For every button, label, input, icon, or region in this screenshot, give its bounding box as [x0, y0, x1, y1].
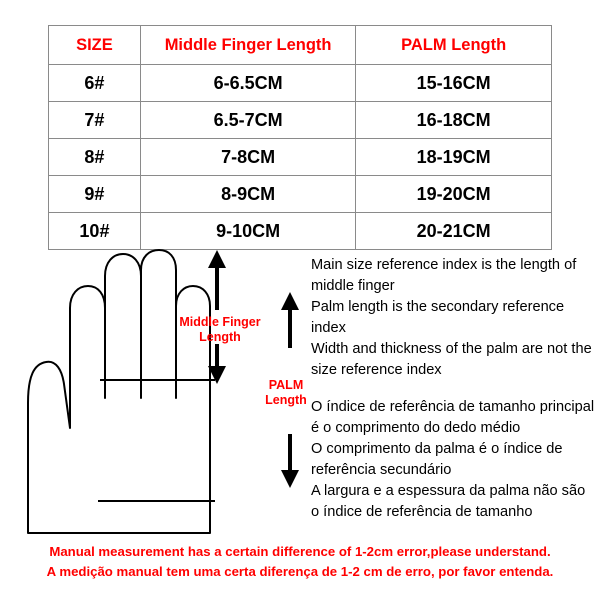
size-table-body	[49, 65, 552, 250]
table-row	[49, 139, 552, 176]
measurement-disclaimer	[0, 542, 600, 582]
hand-shape	[28, 250, 210, 533]
cell-palm-length: 19-20CM	[356, 176, 552, 213]
palm-label-line1: PALM	[268, 378, 304, 392]
cell-middle-finger-length: 9-10CM	[140, 213, 355, 250]
cell-middle-finger-length: 8-9CM	[140, 176, 355, 213]
middle-finger-length-label	[166, 315, 274, 345]
note-en-1: Main size reference index is the length of middle finger	[311, 257, 577, 294]
disclaimer-line-pt: A medição manual tem uma certa diferença de 1-2 cm de erro, por favor entenda.	[46, 564, 554, 579]
table-row	[49, 65, 552, 102]
cell-size: 8#	[49, 139, 141, 176]
table-header-row	[49, 26, 552, 65]
note-pt-2: O comprimento da palma é o índice de referência secundário	[311, 441, 563, 478]
column-header-middle-finger-length: Middle Finger Length	[140, 26, 355, 65]
cell-palm-length: 16-18CM	[356, 102, 552, 139]
note-pt-3: A largura e a espessura da palma não são o índice de referência de tamanho	[311, 483, 586, 520]
cell-palm-length: 15-16CM	[356, 65, 552, 102]
palm-length-label	[252, 378, 320, 408]
column-header-palm-length: PALM Length	[356, 26, 552, 65]
middle-finger-label-line2: Length	[199, 330, 241, 344]
palm-label-line2: Length	[265, 393, 307, 407]
middle-finger-arrow-up	[208, 250, 226, 310]
cell-size: 7#	[49, 102, 141, 139]
cell-size: 9#	[49, 176, 141, 213]
note-en-2: Palm length is the secondary reference index	[311, 299, 565, 336]
size-table-head	[49, 26, 552, 65]
cell-middle-finger-length: 7-8CM	[140, 139, 355, 176]
note-pt-1: O índice de referência de tamanho principal é o comprimento do dedo médio	[311, 399, 595, 436]
cell-size: 6#	[49, 65, 141, 102]
table-row	[49, 176, 552, 213]
palm-arrow-down	[281, 434, 299, 488]
table-row	[49, 213, 552, 250]
reference-notes	[311, 255, 595, 523]
size-table-container	[48, 25, 552, 250]
table-row	[49, 102, 552, 139]
palm-arrow-up	[281, 292, 299, 348]
column-header-size: SIZE	[49, 26, 141, 65]
cell-palm-length: 18-19CM	[356, 139, 552, 176]
middle-finger-label-line1: Middle Finger	[179, 315, 261, 329]
cell-middle-finger-length: 6-6.5CM	[140, 65, 355, 102]
cell-size: 10#	[49, 213, 141, 250]
size-table	[48, 25, 552, 250]
cell-palm-length: 20-21CM	[356, 213, 552, 250]
note-en-3: Width and thickness of the palm are not the size reference index	[311, 341, 592, 378]
cell-middle-finger-length: 6.5-7CM	[140, 102, 355, 139]
disclaimer-line-en: Manual measurement has a certain difference of 1-2cm error,please understand.	[49, 544, 551, 559]
